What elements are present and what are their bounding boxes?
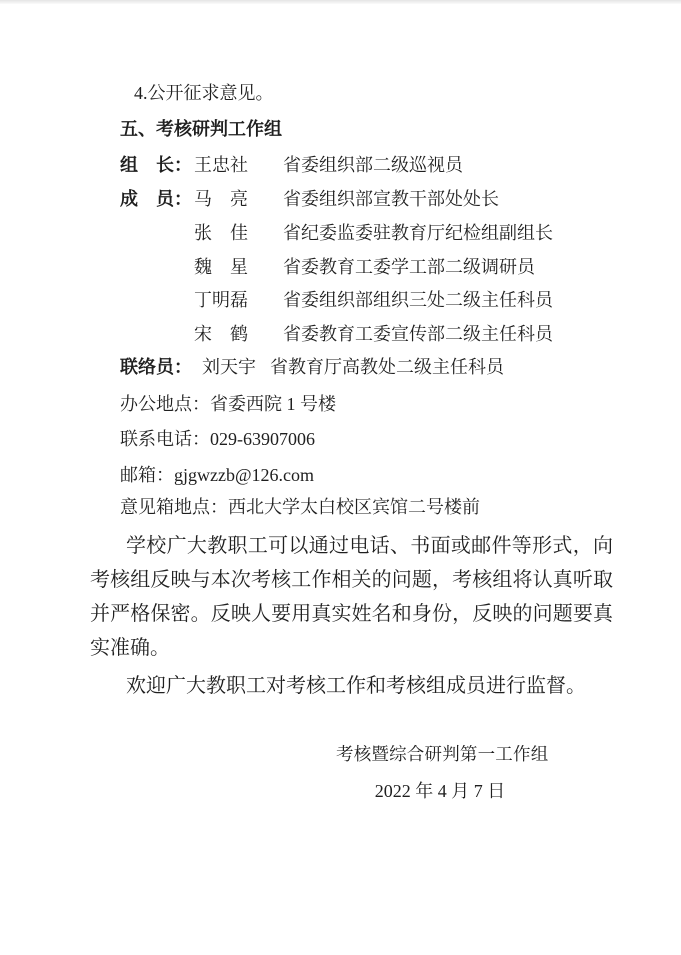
member-row xyxy=(194,216,553,250)
list-item-4: 4.公开征求意见。 xyxy=(134,83,274,103)
member-name: 丁明磊 xyxy=(194,290,248,310)
section-heading: 五、考核研判工作组 xyxy=(120,119,282,139)
member-name: 魏 星 xyxy=(194,257,248,277)
suggestion-box-line: 意见箱地点：西北大学太白校区宾馆二号楼前 xyxy=(120,497,480,517)
leader-name: 王忠社 xyxy=(194,155,248,175)
feedback-paragraph: 学校广大教职工可以通过电话、书面或邮件等形式，向考核组反映与本次考核工作相关的问题，考核组将认真听取并严格保密。反映人要用真实姓名和身份，反映的问题要真实准确。 xyxy=(90,535,613,659)
leader-title: 省委组织部二级巡视员 xyxy=(283,155,463,175)
signature-group: 考核暨综合研判第一工作组 xyxy=(336,744,549,764)
member-name: 张 佳 xyxy=(194,223,248,243)
member-name: 马 亮 xyxy=(194,189,248,209)
page-top-edge xyxy=(0,0,681,4)
member-row xyxy=(194,317,553,351)
leader-row xyxy=(120,148,463,182)
member-title: 省委组织部宣教干部处处长 xyxy=(283,189,499,209)
member-title: 省委教育工委宣传部二级主任科员 xyxy=(283,324,553,344)
welcome-paragraph: 欢迎广大教职工对考核工作和考核组成员进行监督。 xyxy=(126,675,586,697)
member-row xyxy=(120,182,499,216)
liaison-title: 省教育厅高教处二级主任科员 xyxy=(270,357,504,377)
email-line: 邮箱：gjgwzzb@126.com xyxy=(120,465,315,485)
signature-date: 2022 年 4 月 7 日 xyxy=(374,781,506,801)
member-title: 省纪委监委驻教育厅纪检组副组长 xyxy=(283,223,553,243)
member-row xyxy=(194,250,535,284)
phone-line: 联系电话：029-63907006 xyxy=(120,429,315,449)
liaison-label: 联络员： xyxy=(120,357,192,377)
member-row xyxy=(194,283,553,317)
office-location-line: 办公地点：省委西院 1 号楼 xyxy=(120,394,336,414)
member-title: 省委组织部组织三处二级主任科员 xyxy=(283,290,553,310)
member-title: 省委教育工委学工部二级调研员 xyxy=(283,257,535,277)
members-label: 成 员： xyxy=(120,189,192,209)
liaison-row xyxy=(120,350,504,384)
liaison-name: 刘天宇 xyxy=(202,357,256,377)
leader-label: 组 长： xyxy=(120,155,192,175)
member-name: 宋 鹤 xyxy=(194,324,248,344)
